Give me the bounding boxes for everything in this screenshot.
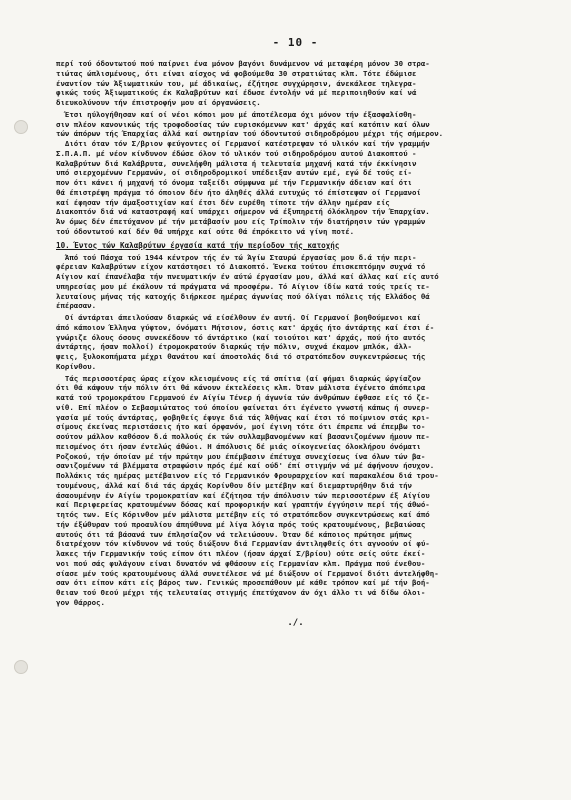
section-heading: 10. Έντος τών Καλαβρύτων έργασία κατά τήν περίοδον τής κατοχής [56, 240, 340, 250]
punch-hole [14, 660, 28, 674]
text-line: φικώς τούς Άξιωματικούς έκ Καλαβρύτων καί έδωσε έντολήν νά μέ περιποιηθούν καί νά [56, 88, 417, 98]
text-line: γον θάρρος. [56, 597, 105, 607]
paragraph-1 [56, 59, 535, 108]
text-line: λακες τήν Γερμανικήν τούς είπον ότι πλέον (ήσαν άρχαί Σ/βρίου) ούτε σείς ούτε έκεί- [56, 549, 426, 558]
text-line: Σ.Π.Α.Π. μέ νέον κίνδυνον έδώσε όλον τό υλικόν τού σιδηροδρόμου αυτού Διακοπτού - [56, 148, 417, 158]
text-line: Οί άντάρται άπειλούσαν διαρκώς νά είσέλθουν έν αυτή. Οί Γερμανοί βοηθούμενοι καί [56, 313, 421, 322]
text-line: σανιζομένων τά βλέμματα στραφώσιν πρός έμέ καί ούδ' έπί στιγμήν νά μέ άφήνουν ήσυχον. [56, 461, 435, 471]
text-line: λευταίους μήνας τής κατοχής διήρκεσε ημέρας άγωνίας πού όλίγαι πόλεις τής Ελλάδος θά [56, 291, 430, 301]
text-line: σίασε μέν τούς κρατουμένους άλλά συνετέλεσε νά μέ διώξουν οί Γερμανοί διότι άντελήφθη- [56, 568, 439, 578]
end-mark: ./. [287, 617, 304, 628]
text-line: Έτσι ηύλογήθησαν καί οί νέοι κόποι μου μέ άποτέλεσμα όχι μόνον τήν έξασφαλίσθη- [56, 109, 417, 119]
text-line: νοι πού σάς φυλάγουν είναι δυνατόν νά φθάσουν είς Γερμανίαν κλπ. Πράγμα πού ένεθου- [56, 558, 426, 568]
text-line: Καλαβρύτων διά Καλάβρυτα, συνελήφθη μάλιστα ή τελευταία μηχανή κατά τήν έκκίνησιν [56, 158, 417, 168]
text-line: Διακοπτόν διά νά καταστραφή καί υπάρχει σήμερον νά έξυπηρετή όλόκληρον τήν Έπαρχίαν. [56, 207, 430, 217]
text-line: θά έπιστρέψη πράγμα τό όποιον δέν ήτο άληθές άλλά ευτυχώς τό έπίστεψαν οί Γερμανοί [56, 187, 421, 197]
text-line: άσαουμένην έν Αίγίω τρομοκρατίαν καί έζήτησα τήν άπόλυσιν τών περισσοτέρων έξ Αίγίου [56, 490, 430, 500]
text-line: Άν όμως δέν έπετύχανον μέ τήν μετάβασίν μου είς Τρίπολιν τήν διατήρησιν τών γραμμών [56, 217, 426, 226]
paragraph-2 [56, 110, 535, 237]
text-line: νίθ. Επί πλέον ο Σεβασμιώτατος τού όποίου φαίνεται ότι έγένετο γνωστή κάπως ή συνερ- [56, 402, 430, 412]
text-line: καί έφησαν τήν άμαξοστιχίαν καί έτσι δέν ευρέθη τίποτε τήν άλλην ημέραν είς [56, 197, 390, 207]
text-line: έπέρασαν. [56, 301, 97, 311]
text-line: άντάρτης, ήσαν πολλοί) έτρομοκρατούν διαρκώς τήν πόλιν, συχνά έκαμον μπλόκ, άλλ- [56, 342, 412, 352]
text-line: τών άπόρων τής Έπαρχίας άλλά καί σωτηρίαν τού όδοντωτού σιδηροδρόμου μέχρι τής σήμερον. [56, 129, 444, 139]
text-line: κατά τού τρομοκράτου Γερμανού έν Αίγίω Τένερ ή άγωνία τών άνθρώπων έφθασε είς τό ζε- [56, 393, 430, 402]
paragraph-5 [56, 374, 535, 608]
text-line: Κορίνθου. [56, 361, 97, 371]
text-line: Άπό τού Πάσχα τού 1944 κέντρον τής έν τώ Άγίω Σταυρώ έργασίας μου δ.ά τήν περι- [56, 252, 417, 262]
text-line: φέρειαν Καλαβρύτων είχον κατάστησει τό Διακοπτό. Ένεκα τούτου έπισκεπτόμην συχνά τό [56, 262, 426, 272]
text-line: έναντίον τών Άξιωματικών του, μέ άδικαίως, έζήτησε συγχώρησιν, άνεκάλεσε τηλεγρα- [56, 78, 417, 88]
paragraph-3 [56, 253, 535, 312]
text-line: Αίγιον καί έπανέλαβα τήν πνευματικήν έν αύτώ έργασίαν μου, άλλά καί άλλας καί είς αυτό [56, 272, 439, 281]
punch-hole [14, 120, 28, 134]
text-line: σαν ότι είπον κάτι είς βάρος των. Γενικώς προσεπάθουν μέ κάθε τρόπον καί μέ τήν βοή- [56, 578, 430, 588]
text-line: τητός των. Είς Κόρινθον μέν μάλιστα μετέβην είς τό στρατόπεδον συγκεντρώσεως καί άπό [56, 510, 430, 519]
paragraph-4 [56, 313, 535, 372]
text-line: διατρέχουν τόν κίνδυνον νά τούς διώξουν διά Γερμανίαν άντιληφθείς ότι αγνοούν οί φύ- [56, 539, 430, 549]
text-line: πεισμένος ότι ήσαν έντελώς άθώοι. Η άπόλυσις δέ μιάς οίκογενείας όλοκλήρου όνόματι [56, 441, 421, 451]
text-line: υπό σιερχομένων Γερμανών, οί σιδηροδρομικοί υπέδειξαν αυτών εμέ, εγώ δέ τούς εί- [56, 168, 412, 178]
text-line: Διότι όταν τόν Σ/βριον φεύγοντες οί Γερμανοί κατέστρεψαν τό υλικόν καί τήν γραμμήν [56, 139, 430, 148]
text-line: Τάς περισσοτέρας ώρας είχον κλεισμένους είς τά σπίτια (αί φήμαι διαρκώς ώργίαζον [56, 373, 421, 383]
text-line: σούτον μάλλον καθόσον δ.ά πολλούς έκ τών συλλαμβανομένων καί βασανιζομένων ήμουν πε- [56, 432, 430, 441]
text-line: γνώριζε όλους όσους συνεκέδουν τό άντάρτικο (καί τοιούτοι κατ' άρχάς, πού ήτο αυτός [56, 332, 426, 342]
text-line: πον ότι κάνει ή μηχανή τό όνομα ταξείδι σύμφωνα μέ τήν Γερμανικήν άδειαν καί ότι [56, 178, 412, 187]
text-line: άπό κάποιον Έλληνα γύφτον, όνόματι Μήτσιον, όστις κατ' άρχάς ήτο άντάρτης καί έτσι έ- [56, 322, 435, 332]
text-line: σιν πλέον κανονικώς τής τροφοδοσίας τών ευρισκόμενων κατ' άρχάς καί κατόπιν καί όλων [56, 119, 430, 129]
text-line: διευκολύνουν τήν έπιστροφήν μου αί όργανώσεις. [56, 98, 261, 107]
text-line: θειαν τού Θεού μέχρι τής τελευταίας στιγμής έπετύχανον άν όχι άλλο τι νά δίδω όλοι- [56, 588, 426, 597]
text-line: Πολλάκις τάς ημέρας μετέβαινον είς τό Γερμανικόν Φρουραρχείον καί παρακαλέσω διά τρου- [56, 471, 439, 480]
text-line: αυτούς ότι τά βάσανά των έπλησίαζον νά τελειώσουν. Όταν δέ κάποιος πρώτησε μήπως [56, 529, 412, 539]
text-line: περί τού όδοντωτού πού παίρνει ένα μόνον βαγόνι δυνάμενον νά μεταφέρη μόνον 30 στρα- [56, 59, 430, 68]
text-line: τήν έξώθυραν τού προαυλίου άπηύθυνα μέ λίγα λόγια πρός τούς κρατουμένους, βεβαιώσας [56, 519, 426, 529]
text-line: ότι θά κάψουν τήν πόλιν ότι θά κάνουν έκτελέσεις κλπ. Όταν μάλιστα έγένετο άπόπειρα [56, 383, 426, 393]
text-line: τουμένους, άλλά καί διά τάς άρχάς Κορίνθου δίν μετέβην καί διεμαρτυρήθην διά τήν [56, 480, 412, 490]
text-line: τού όδοντωτού καί δέν θά υπήρχε καί ούτε θά έπρόκειτο νά γίνη ποτέ. [56, 226, 355, 236]
text-line: τιώτας ώπλισμένους, ότι είναι αίσχος νά φοβούμεθα 30 στρατιώτας κλπ. Τότε έδώμισε [56, 68, 417, 78]
text-line: Ροζοκού, τήν όποίαν μέ τήν πρώτην μου έπέμβασιν έπέτυχα συνεχίσεως ίνα όλων τών βα- [56, 451, 426, 461]
text-line: ψεις, ξυλοκοπήματα μέχρι θανάτου καί άποστολάς διά τό στρατόπεδον συγκεντρώσεως τής [56, 352, 426, 361]
text-line: σίμους έκείνας περιστάσεις ήτο καί όρφανόν, μοί έγινη τότε ότι έπρεπε νά έπεμβω το- [56, 422, 426, 432]
page-number: - 10 - [272, 36, 319, 49]
text-line: υπηρεσίας μου μέ έκάλουν τά πράγματα νά προσφέρω. Τό Αίγιον ίδίω κατά τούς τρείς τε- [56, 281, 430, 291]
text-line: γασία μέ τούς άντάρτας, φοβηθείς έφυγε διά τάς Άθήνας καί έτσι τό ποίμνιον στάς κρι- [56, 412, 430, 422]
text-line: καί Περιφερείας κρατουμένων δόσας καί προφορικήν καί γραπτήν έγγύησιν περί τής άθωό- [56, 500, 430, 510]
